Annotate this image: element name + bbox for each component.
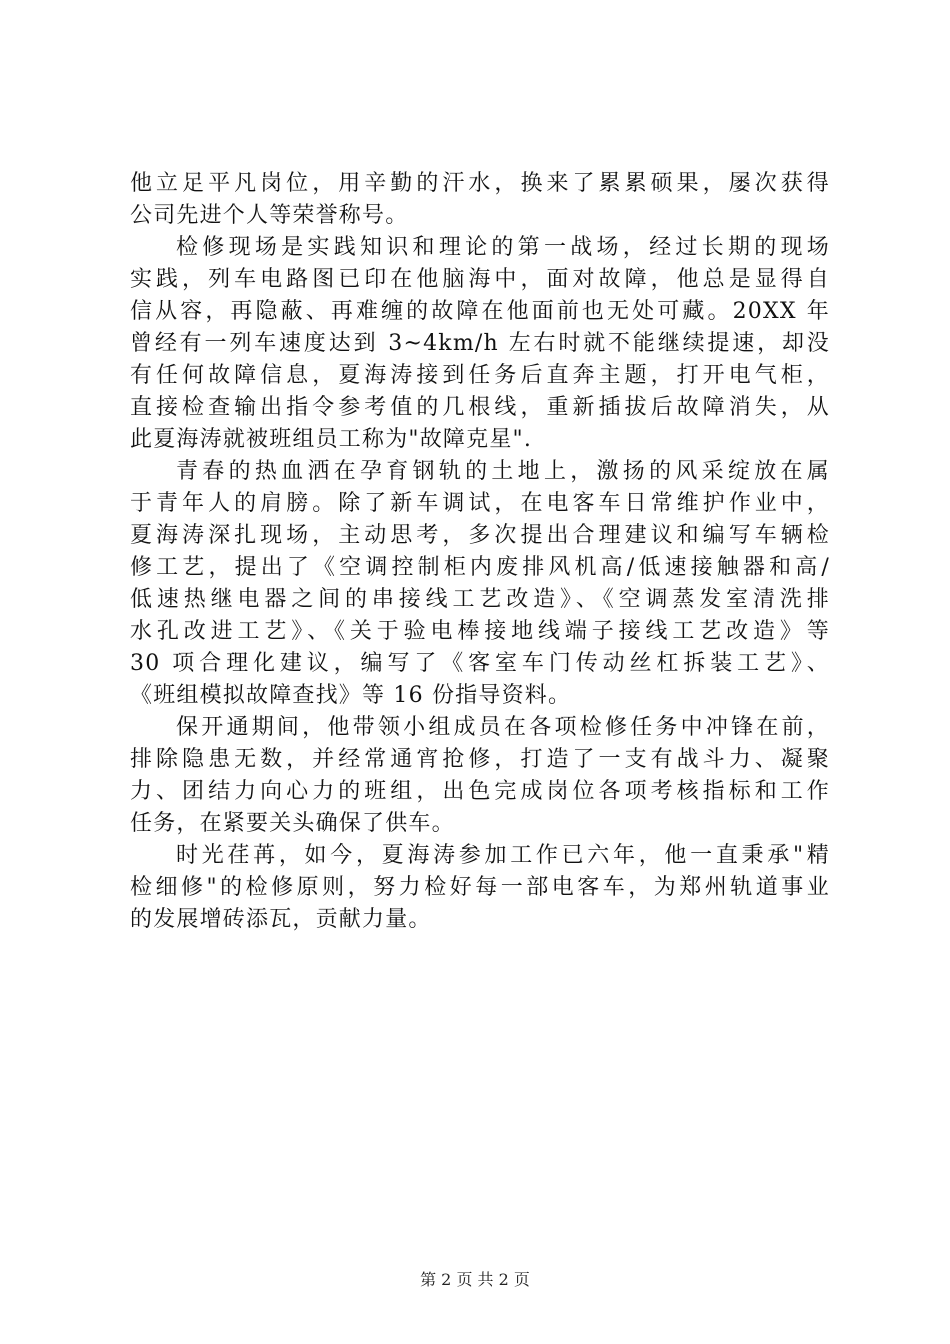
- text-line: 曾经有一列车速度达到 3~4km/h 左右时就不能继续提速，却没: [130, 331, 830, 356]
- text-line: 排除隐患无数，并经常通宵抢修，打造了一支有战斗力、凝聚: [130, 747, 830, 772]
- text-line: 直接检查输出指令参考值的几根线，重新插拔后故障消失，从: [130, 395, 830, 420]
- text-line: 低速热继电器之间的串接线工艺改造》、《空调蒸发室清洗排: [130, 587, 830, 612]
- text-line: 修工艺，提出了《空调控制柜内废排风机高/低速接触器和高/: [130, 555, 830, 580]
- text-line: 任务，在紧要关头确保了供车。: [130, 811, 455, 836]
- document-body: [130, 168, 830, 936]
- page-footer: [0, 1270, 950, 1290]
- text-line: 时光荏苒，如今，夏海涛参加工作已六年，他一直秉承"精: [176, 843, 830, 868]
- text-line: 《班组模拟故障查找》等 16 份指导资料。: [130, 683, 572, 708]
- text-line: 检细修"的检修原则，努力检好每一部电客车，为郑州轨道事业: [130, 875, 830, 900]
- text-line: 检修现场是实践知识和理论的第一战场，经过长期的现场: [176, 235, 830, 260]
- text-line: 他立足平凡岗位，用辛勤的汗水，换来了累累硕果，屡次获得: [130, 171, 830, 196]
- text-line: 夏海涛深扎现场，主动思考，多次提出合理建议和编写车辆检: [130, 523, 830, 548]
- text-line: 的发展增砖添瓦，贡献力量。: [130, 907, 432, 932]
- text-line: 信从容，再隐蔽、再难缠的故障在他面前也无处可藏。20XX 年: [130, 299, 830, 324]
- text-line: 水孔改进工艺》、《关于验电棒接地线端子接线工艺改造》等: [130, 619, 830, 644]
- text-line: 30 项合理化建议，编写了《客室车门传动丝杠拆装工艺》、: [130, 651, 830, 676]
- text-line: 公司先进个人等荣誉称号。: [130, 203, 409, 228]
- text-line: 力、团结力向心力的班组，出色完成岗位各项考核指标和工作: [130, 779, 830, 804]
- text-line: 青春的热血洒在孕育钢轨的土地上，激扬的风采绽放在属: [176, 459, 830, 484]
- page-number-label: 第 2 页 共 2 页: [420, 1270, 530, 1289]
- text-line: 于青年人的肩膀。除了新车调试，在电客车日常维护作业中，: [130, 491, 830, 516]
- text-line: 有任何故障信息，夏海涛接到任务后直奔主题，打开电气柜，: [130, 363, 830, 388]
- text-line: 实践，列车电路图已印在他脑海中，面对故障，他总是显得自: [130, 267, 830, 292]
- text-line: 此夏海涛就被班组员工称为"故障克星".: [130, 427, 533, 452]
- text-line: 保开通期间，他带领小组成员在各项检修任务中冲锋在前，: [176, 715, 830, 740]
